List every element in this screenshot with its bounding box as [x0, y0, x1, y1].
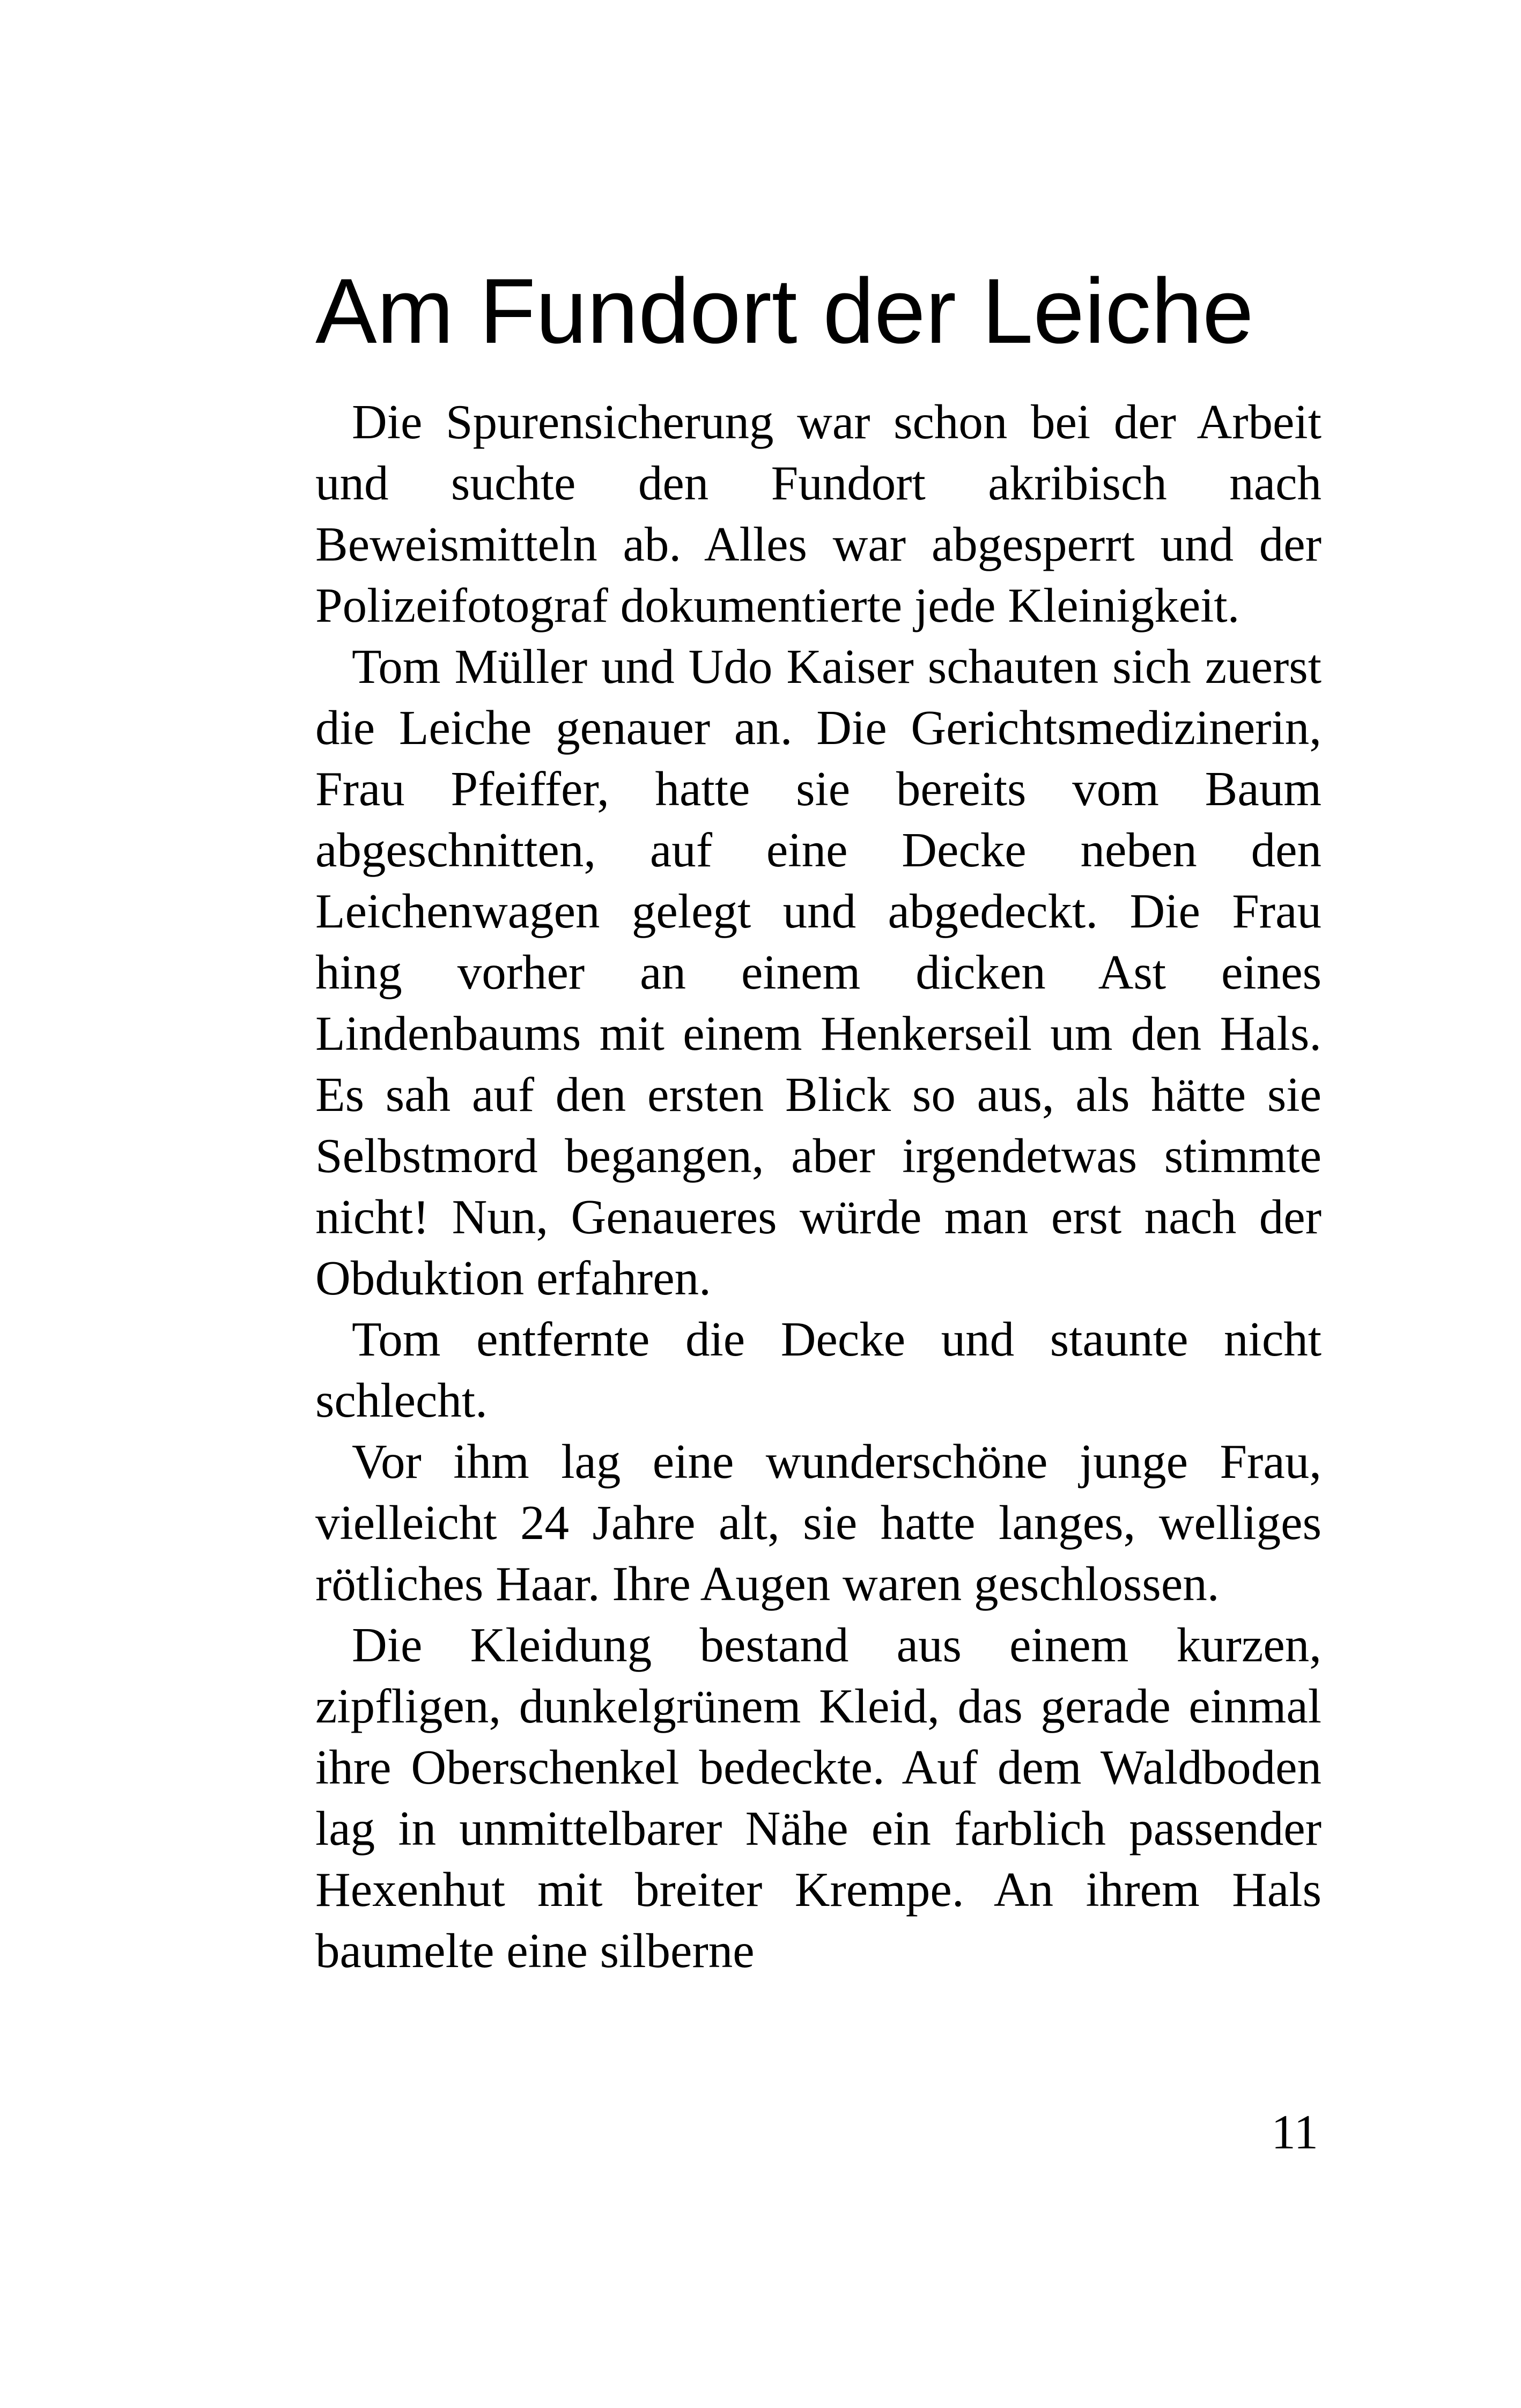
chapter-body: [315, 392, 1321, 1982]
paragraph: Tom entfernte die Decke und staunte nicht schlecht.: [315, 1312, 1321, 1427]
paragraph: Vor ihm lag eine wunderschöne junge Frau, vielleicht 24 Jahre alt, sie hatte langes, welliges rötliches Haar. Ihre Augen waren geschlossen.: [315, 1434, 1321, 1611]
chapter-title: Am Fundort der Leiche: [315, 260, 1254, 363]
paragraph: Die Spurensicherung war schon bei der Arbeit und suchte den Fundort akribisch nach Beweismitteln ab. Alles war abgesperrt und der Polizeifotograf dokumentierte jede Kleinigkeit.: [315, 395, 1321, 632]
page-number: 11: [1271, 2105, 1318, 2159]
paragraph: Die Kleidung bestand aus einem kurzen, zipfligen, dunkelgrünem Kleid, das gerade einmal ihre Oberschenkel bedeckte. Auf dem Waldboden lag in unmittelbarer Nähe ein farblich passender Hexenhut mit breiter Krempe. An ihrem Hals baumelte eine silberne: [315, 1618, 1321, 1978]
paragraph: Tom Müller und Udo Kaiser schauten sich zuerst die Leiche genauer an. Die Gerichtsmedizinerin, Frau Pfeiffer, hatte sie bereits vom Baum abgeschnitten, auf eine Decke neben den Leichenwagen gelegt und abgedeckt. Die Frau hing vorher an einem dicken Ast eines Lindenbaums mit einem Henkerseil um den Hals. Es sah auf den ersten Blick so aus, als hätte sie Selbstmord begangen, aber irgendetwas stimmte nicht! Nun, Genaueres würde man erst nach der Obduktion erfahren.: [315, 639, 1321, 1305]
